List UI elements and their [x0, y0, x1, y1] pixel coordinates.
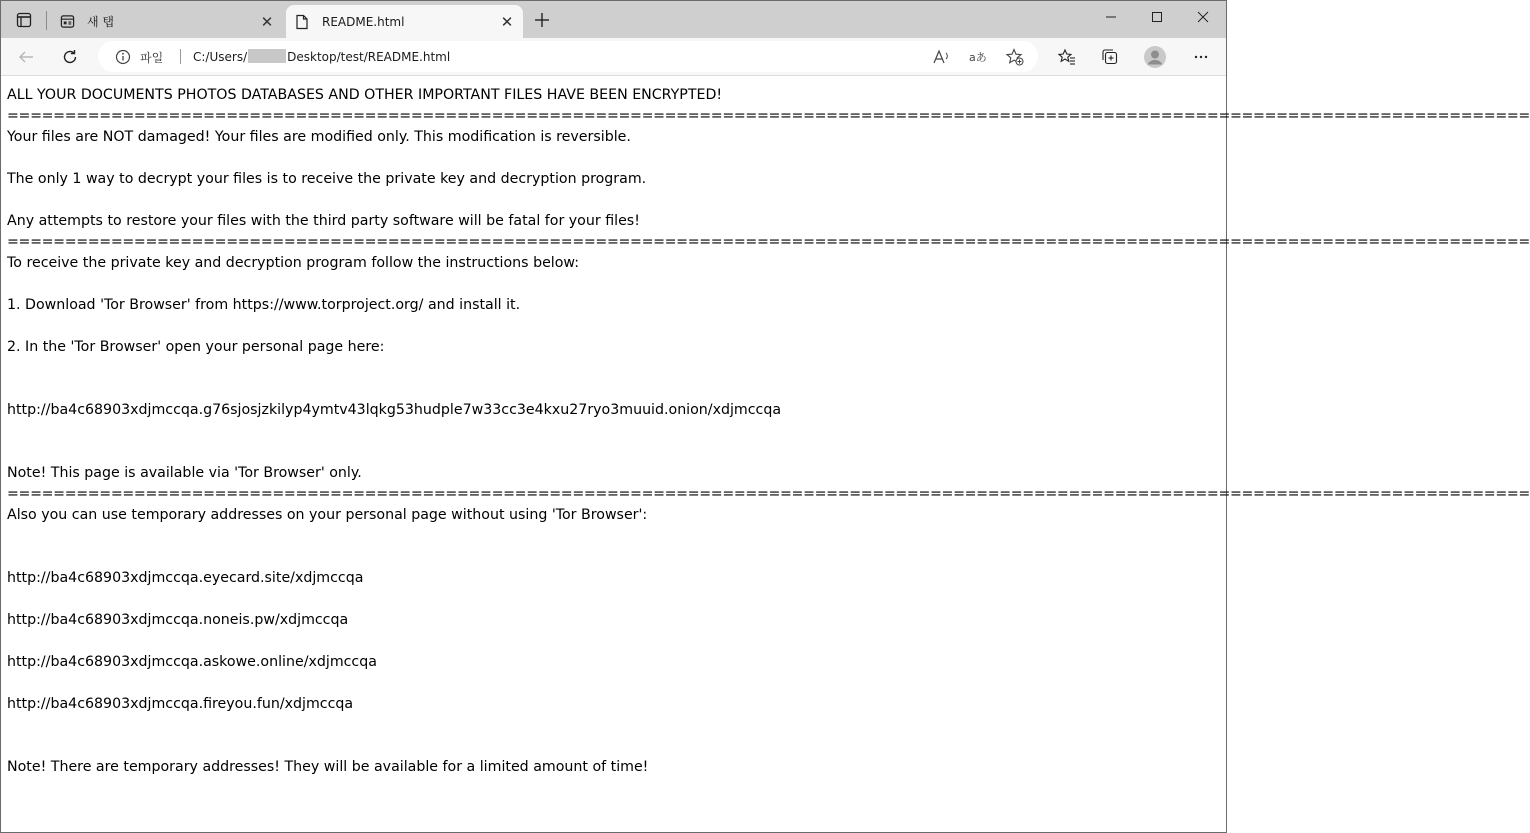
- address-bar[interactable]: [98, 41, 1038, 72]
- new-tab-page-icon: [59, 14, 75, 30]
- redacted-username: [248, 49, 286, 63]
- onion-url: http://ba4c68903xdjmccqa.g76sjosjzkilyp4ymtv43lqkg53hudple7w33cc3e4kxu27ryo3muuid.onion/xdjmccqa: [7, 402, 782, 418]
- temporary-addresses-intro: Also you can use temporary addresses on your personal page without using 'Tor Browser':: [7, 507, 648, 523]
- headline: ALL YOUR DOCUMENTS PHOTOS DATABASES AND OTHER IMPORTANT FILES HAVE BEEN ENCRYPTED!: [7, 87, 723, 103]
- window-controls: [1088, 1, 1226, 33]
- tab-actions-icon[interactable]: [9, 8, 39, 32]
- paragraph: Your files are NOT damaged! Your files are modified only. This modification is reversible.: [7, 129, 631, 145]
- minimize-icon: [1105, 11, 1117, 23]
- refresh-button[interactable]: [55, 42, 85, 72]
- note-tor: Note! This page is available via 'Tor Browser' only.: [7, 465, 362, 481]
- settings-more-button[interactable]: [1186, 42, 1216, 72]
- close-tab-icon[interactable]: ✕: [260, 12, 274, 31]
- refresh-icon: [62, 49, 78, 65]
- maximize-icon: [1151, 11, 1163, 23]
- more-icon: [1193, 49, 1209, 65]
- address-url[interactable]: [193, 49, 450, 64]
- read-aloud-icon[interactable]: [930, 45, 954, 69]
- collections-icon: [1101, 48, 1119, 66]
- tab-new-tab[interactable]: [51, 5, 283, 38]
- address-scheme-label: 파일: [140, 51, 164, 65]
- paragraph: Any attempts to restore your files with the third party software will be fatal for your files!: [7, 213, 640, 229]
- address-url-end: Desktop/test/README.html: [287, 50, 451, 64]
- svg-text:aあ: aあ: [969, 51, 987, 64]
- note-temporary: Note! There are temporary addresses! They will be available for a limited amount of time!: [7, 759, 649, 775]
- close-window-button[interactable]: [1180, 1, 1226, 33]
- page-content: [7, 76, 1530, 831]
- avatar-icon: [1143, 45, 1167, 69]
- tab-title: 새 탭: [87, 15, 114, 29]
- temporary-url: http://ba4c68903xdjmccqa.fireyou.fun/xdjmccqa: [7, 696, 354, 712]
- browser-toolbar: [1, 38, 1226, 76]
- new-tab-button[interactable]: [531, 9, 553, 31]
- temporary-url: http://ba4c68903xdjmccqa.noneis.pw/xdjmccqa: [7, 612, 349, 628]
- address-divider: [180, 49, 181, 64]
- favorites-button[interactable]: [1052, 42, 1082, 72]
- info-icon[interactable]: [115, 49, 131, 65]
- separator-line: ====================================================================================================================================: [7, 486, 1530, 502]
- instructions-intro: To receive the private key and decryption program follow the instructions below:: [7, 255, 580, 271]
- close-tab-icon[interactable]: ✕: [500, 12, 514, 31]
- collections-button[interactable]: [1095, 42, 1125, 72]
- document-icon: [294, 14, 310, 30]
- temporary-url: http://ba4c68903xdjmccqa.askowe.online/xdjmccqa: [7, 654, 377, 670]
- temporary-url: http://ba4c68903xdjmccqa.eyecard.site/xdjmccqa: [7, 570, 364, 586]
- step-2: 2. In the 'Tor Browser' open your personal page here:: [7, 339, 385, 355]
- plus-icon: [534, 12, 550, 28]
- address-url-start: C:/Users/: [193, 50, 248, 64]
- back-button[interactable]: [11, 42, 41, 72]
- minimize-button[interactable]: [1088, 1, 1134, 33]
- tab-separator: [46, 11, 47, 30]
- maximize-button[interactable]: [1134, 1, 1180, 33]
- tab-strip: [1, 1, 1226, 38]
- back-arrow-icon: [18, 49, 34, 65]
- favorites-icon: [1058, 48, 1076, 66]
- tab-title: README.html: [322, 14, 405, 29]
- separator-line: ====================================================================================================================================: [7, 108, 1530, 124]
- tab-readme[interactable]: [286, 5, 523, 38]
- paragraph: The only 1 way to decrypt your files is to receive the private key and decryption program.: [7, 171, 647, 187]
- add-favorite-icon[interactable]: [1003, 45, 1027, 69]
- step-1: 1. Download 'Tor Browser' from https://www.torproject.org/ and install it.: [7, 297, 521, 313]
- separator-line: ====================================================================================================================================: [7, 234, 1530, 250]
- profile-button[interactable]: [1140, 42, 1170, 72]
- close-icon: [1197, 11, 1209, 23]
- translate-icon[interactable]: [966, 45, 990, 69]
